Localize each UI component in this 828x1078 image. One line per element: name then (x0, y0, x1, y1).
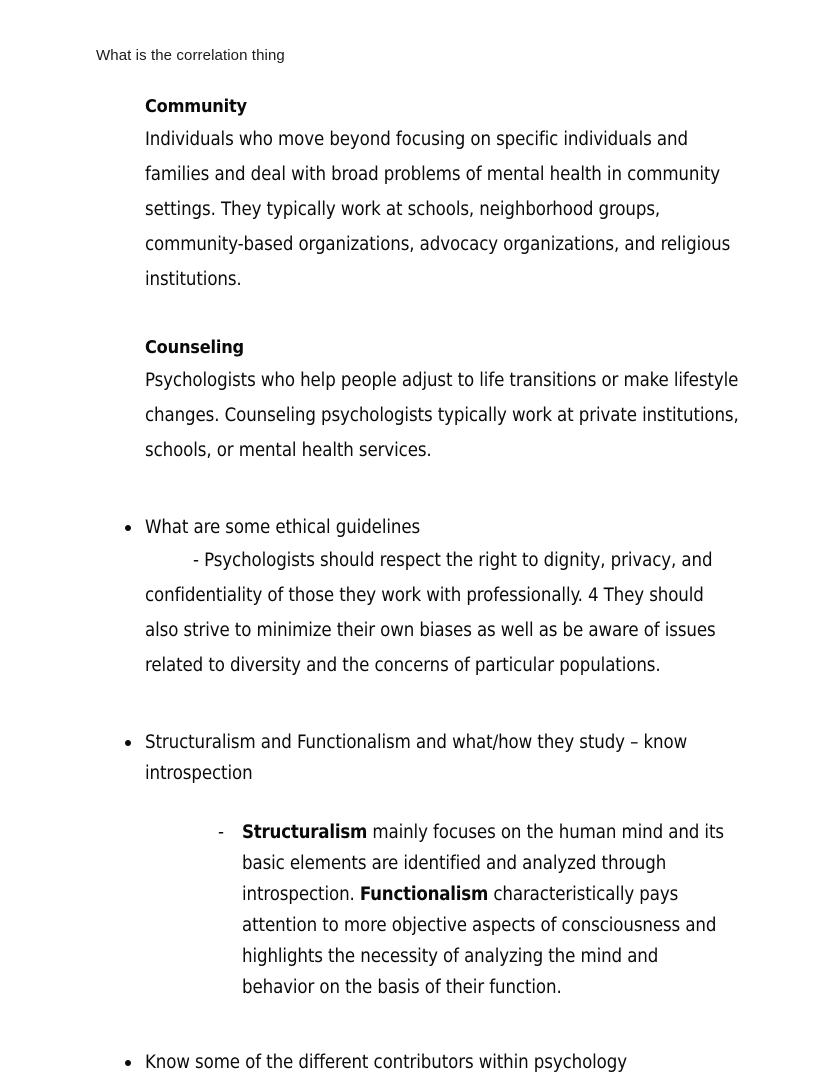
section-community-title: Community (145, 96, 247, 117)
term-structuralism: Structuralism (242, 822, 368, 843)
sub-list-item-definitions (218, 817, 728, 1003)
list-item-label: Structuralism and Functionalism and what/how they study – know introspection (145, 732, 688, 784)
bullet-dot-icon (125, 740, 131, 746)
section-counseling-text: Psychologists who help people adjust to life transitions or make lifestyle changes. Counseling psychologists typically work at private institutions, schools, or mental health services. (145, 370, 739, 461)
bullet-dot-icon (125, 525, 131, 531)
bullet-dot-icon (125, 1060, 131, 1066)
list-item-label: Know some of the different contributors within psychology (145, 1052, 627, 1073)
document-body (0, 92, 828, 1078)
section-community (145, 92, 745, 297)
ethical-guidelines-detail: - Psychologists should respect the right to dignity, privacy, and confidentiality of those they work with professionally. 4 They should also strive to minimize their own biases as well as be aware of issues related to diversity and the concerns of particular populations. (145, 550, 716, 676)
list-item-structuralism-functionalism (125, 727, 757, 789)
document-running-header: What is the correlation thing (96, 47, 285, 64)
spacer (0, 1003, 828, 1047)
spacer (0, 683, 828, 727)
term-functionalism: Functionalism (359, 884, 489, 905)
dash-marker-icon: - (218, 822, 224, 843)
spacer (0, 789, 828, 817)
list-item-contributors (125, 1047, 757, 1078)
definition-structuralism: mainly focuses on the human mind and its basic elements are identified and analyzed through introspection. (242, 822, 724, 905)
section-community-text: Individuals who move beyond focusing on specific individuals and families and deal with broad problems of mental health in community settings. They typically work at schools, neighborhood groups, community-based organizations, advocacy organizations, and religious institutions. (145, 129, 731, 290)
definition-functionalism: characteristically pays attention to more objective aspects of consciousness and highlights the necessity of analyzing the mind and behavior on the basis of their function. (242, 884, 717, 998)
section-counseling (145, 333, 745, 468)
spacer (0, 468, 828, 512)
section-counseling-title: Counseling (145, 337, 244, 358)
list-item-label: What are some ethical guidelines (145, 517, 421, 538)
spacer (0, 297, 828, 333)
list-item-ethical-guidelines (125, 512, 757, 543)
